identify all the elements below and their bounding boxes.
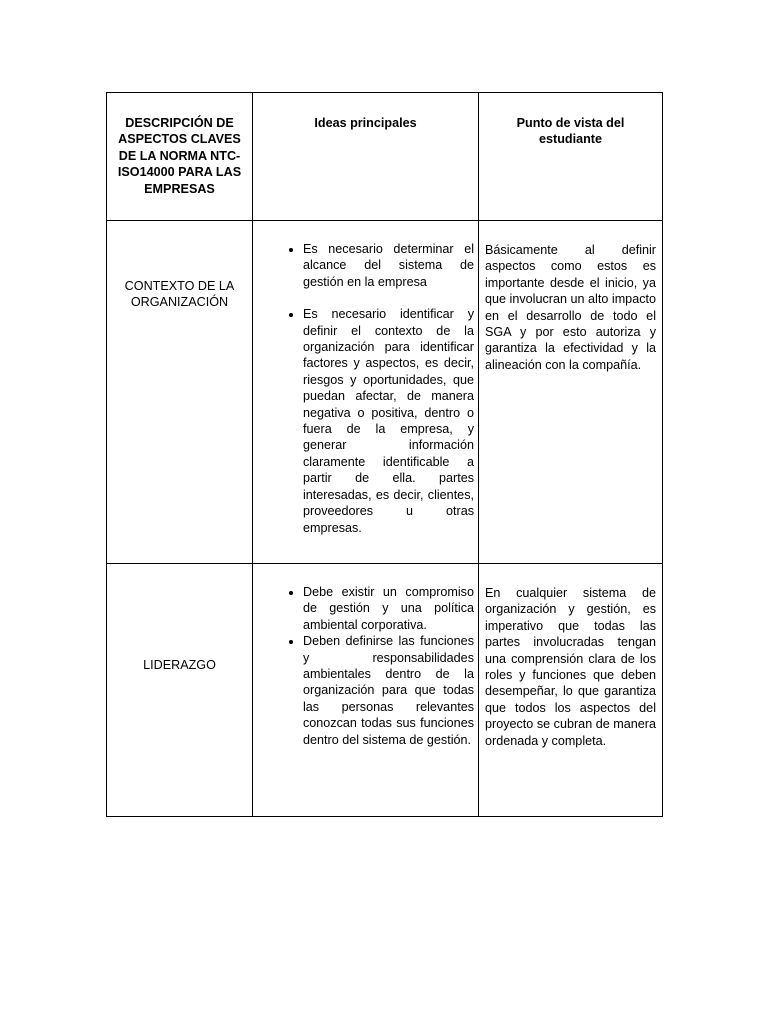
list-item: • Es necesario determinar el alcance del sistema de gestión en la empresa [303,241,474,290]
view-cell: Básicamente al definir aspectos como estos es importante desde el inicio, ya que involucran un alto impacto en el desarrollo de todo el SGA y por esto autoriza y garantiza la efectividad y la alineación con la compañía. [479,221,663,564]
ideas-cell [253,221,479,564]
list-item: • Es necesario identificar y definir el contexto de la organización para identificar factores y aspectos, es decir, riesgos y oportunidades, que puedan afectar, de manera negativa o positiva, dentro o fuera de la empresa, y generar información claramente identificable a partir de ella. partes interesadas, es decir, clientes, proveedores u otras empresas. [303,306,474,536]
aspect-label: CONTEXTO DE LA ORGANIZACIÓN [124,279,235,310]
ideas-cell [253,564,479,817]
table-row [107,564,663,817]
aspects-table [106,92,663,817]
aspect-label: LIDERAZGO [143,658,216,672]
aspect-cell [107,564,253,817]
aspect-cell [107,221,253,564]
view-cell: En cualquier sistema de organización y gestión, es imperativo que todas las partes involucradas tengan una comprensión clara de los roles y funciones que deben desempeñar, lo que garantiza que todos los aspectos del proyecto se cubran de manera ordenada y completa. [479,564,663,817]
list-item: • Deben definirse las funciones y responsabilidades ambientales dentro de la organización para que todas las personas relevantes conozcan todas sus funciones dentro del sistema de gestión. [303,633,474,748]
header-main-ideas: Ideas principales [253,93,479,221]
table-header-row [107,93,663,221]
list-item: • Debe existir un compromiso de gestión y una política ambiental corporativa. [303,584,474,633]
header-student-view: Punto de vista del estudiante [479,93,663,221]
header-aspects: DESCRIPCIÓN DE ASPECTOS CLAVES DE LA NORMA NTC-ISO14000 PARA LAS EMPRESAS [107,93,253,221]
table-row [107,221,663,564]
